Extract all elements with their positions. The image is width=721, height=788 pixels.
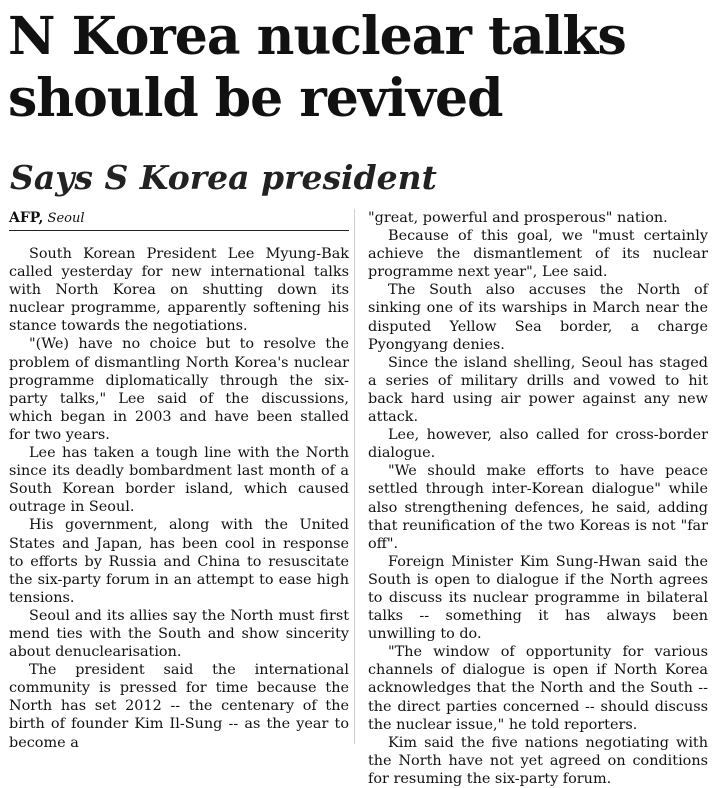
paragraph-continuation: "great, powerful and prosperous" nation. <box>368 210 668 226</box>
paragraph: "(We) have no choice but to resolve the problem of dismantling North Korea's nuclear programme diplomatically through the six-party talks," Lee said of the discussions, which began in 2003 and have been stalled for two years. <box>9 336 349 443</box>
column-divider <box>354 209 355 744</box>
subheadline: Says S Korea president <box>10 158 437 197</box>
byline-location: Seoul <box>47 211 85 226</box>
paragraph: South Korean President Lee Myung-Bak called yesterday for new international talks with North Korea on shutting down its nuclear programme, apparently softening his stance towards the negotiations. <box>9 246 349 335</box>
byline <box>9 209 349 231</box>
byline-agency: AFP, <box>9 210 44 226</box>
paragraph: The South also accuses the North of sinking one of its warships in March near the disputed Yellow Sea border, a charge Pyongyang denies. <box>368 282 708 353</box>
paragraph: His government, along with the United States and Japan, has been cool in response to efforts by Russia and China to resuscitate the six-party forum in an attempt to ease high tensions. <box>9 517 349 606</box>
paragraph: "We should make efforts to have peace settled through inter-Korean dialogue" while also strengthening defences, he said, adding that reunification of the two Koreas is not "far off". <box>368 463 708 552</box>
headline: N Korea nuclear talks should be revived <box>8 6 626 129</box>
article-column-left <box>9 245 349 752</box>
paragraph: "The window of opportunity for various channels of dialogue is open if North Korea acknowledges that the North and the South -- the direct parties concerned -- should discuss the nuclear issue," he told reporters. <box>368 644 708 733</box>
paragraph: Seoul and its allies say the North must first mend ties with the South and show sincerity about denuclearisation. <box>9 607 349 661</box>
paragraph: Because of this goal, we "must certainly achieve the dismantlement of its nuclear programme next year", Lee said. <box>368 228 708 281</box>
paragraph: The president said the international community is pressed for time because the North has set 2012 -- the centenary of the birth of founder Kim Il-Sung -- as the year to become a <box>9 662 349 751</box>
paragraph: Foreign Minister Kim Sung-Hwan said the South is open to dialogue if the North agrees to discuss its nuclear programme in bilateral talks -- something it has always been unwilling to do. <box>368 553 708 643</box>
paragraph: Since the island shelling, Seoul has staged a series of military drills and vowed to hit back hard using air power against any new attack. <box>368 354 708 426</box>
paragraph: Lee, however, also called for cross-border dialogue. <box>368 427 708 462</box>
paragraph: Lee has taken a tough line with the North since its deadly bombardment last month of a South Korean border island, which caused outrage in Seoul. <box>9 445 349 516</box>
paragraph: Kim said the five nations negotiating with the North have not yet agreed on conditions for resuming the six-party forum. <box>368 734 708 787</box>
article-column-right <box>368 209 708 788</box>
